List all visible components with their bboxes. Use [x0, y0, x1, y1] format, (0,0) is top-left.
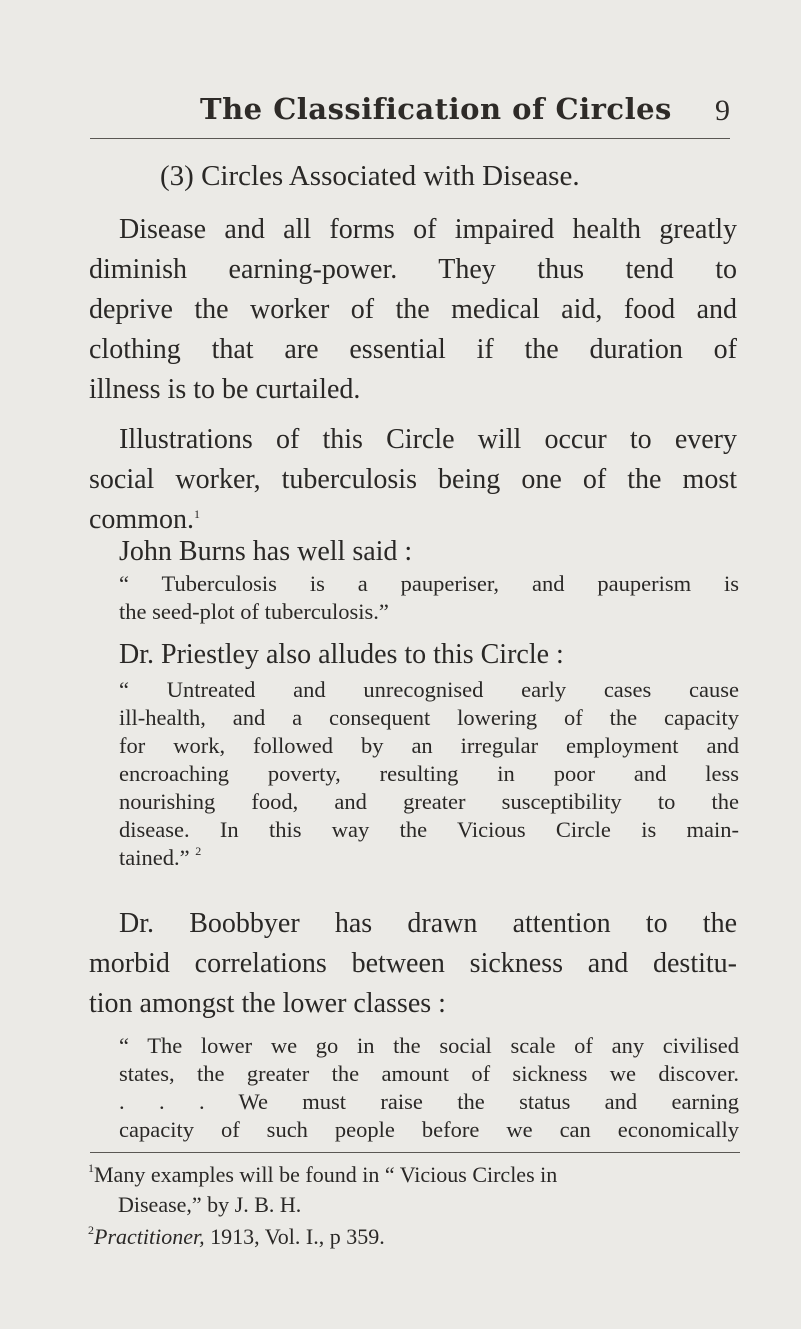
- footnote-marker: 1: [88, 1161, 94, 1175]
- text-line: tion amongst the lower classes :: [89, 988, 446, 1019]
- footnote-1: [88, 1160, 748, 1220]
- section-heading: (3) Circles Associated with Disease.: [160, 160, 580, 192]
- quote-line: encroaching poverty, resulting in poor and less: [119, 761, 739, 786]
- quote-priestley: [119, 676, 739, 872]
- running-title: The Classification of Circles: [200, 92, 672, 126]
- quote-line: [119, 844, 739, 872]
- citation-text: 1913, Vol. I., p 359.: [204, 1224, 385, 1249]
- paragraph-john-burns: [89, 532, 737, 572]
- quote-line: ill-health, and a consequent lowering of the capacity: [119, 705, 739, 730]
- journal-title: Practitioner,: [94, 1224, 205, 1249]
- quote-line: “ Untreated and unrecognised early cases cause: [119, 677, 739, 702]
- text-fragment: tained.”: [119, 845, 190, 870]
- quote-line: “ The lower we go in the social scale of any civilised: [119, 1033, 739, 1058]
- quote-john-burns: [119, 570, 739, 626]
- quote-line: for work, followed by an irregular employment and: [119, 733, 739, 758]
- text-line: illness is to be curtailed.: [89, 374, 361, 405]
- text-line: morbid correlations between sickness and destitu-: [89, 948, 737, 979]
- text-fragment: Many examples will be found in “ Vicious Circles in: [94, 1162, 558, 1187]
- quote-boobbyer: [119, 1032, 739, 1144]
- paragraph-boobbyer: [89, 904, 737, 1024]
- paragraph-illustrations: [89, 420, 737, 540]
- quote-line: “ Tuberculosis is a pauperiser, and pauperism is: [119, 571, 739, 596]
- footnote-ref: 2: [195, 844, 202, 858]
- quote-line: states, the greater the amount of sickness we discover.: [119, 1061, 739, 1086]
- text-fragment: common.: [89, 504, 194, 535]
- quote-line: capacity of such people before we can economically: [119, 1117, 739, 1142]
- quote-line: the seed-plot of tuberculosis.”: [119, 599, 389, 624]
- text-line: Illustrations of this Circle will occur to every: [119, 424, 737, 455]
- footnote-line: [88, 1222, 748, 1252]
- footnote-divider: [90, 1152, 740, 1153]
- running-header: [90, 88, 730, 139]
- text-line: John Burns has well said :: [119, 536, 413, 567]
- footnote-marker: 2: [88, 1223, 94, 1237]
- footnote-2: [88, 1222, 748, 1252]
- quote-line: . . . We must raise the status and earning: [119, 1089, 739, 1114]
- text-line: diminish earning-power. They thus tend to: [89, 254, 737, 285]
- footnote-line: [88, 1160, 748, 1190]
- footnote-ref: 1: [194, 507, 200, 521]
- quote-line: nourishing food, and greater susceptibility to the: [119, 789, 739, 814]
- footnote-line: Disease,” by J. B. H.: [118, 1192, 302, 1217]
- text-line: social worker, tuberculosis being one of the most: [89, 464, 737, 495]
- text-line: Dr. Priestley also alludes to this Circle :: [119, 639, 564, 670]
- text-line: Dr. Boobbyer has drawn attention to the: [119, 908, 737, 939]
- paragraph-priestley: [89, 635, 737, 675]
- page-number: 9: [715, 94, 730, 127]
- quote-line: disease. In this way the Vicious Circle is main-: [119, 817, 739, 842]
- text-line: Disease and all forms of impaired health greatly: [119, 214, 737, 245]
- paragraph-disease: [89, 210, 737, 410]
- text-line: deprive the worker of the medical aid, food and: [89, 294, 737, 325]
- text-line: clothing that are essential if the duration of: [89, 334, 737, 365]
